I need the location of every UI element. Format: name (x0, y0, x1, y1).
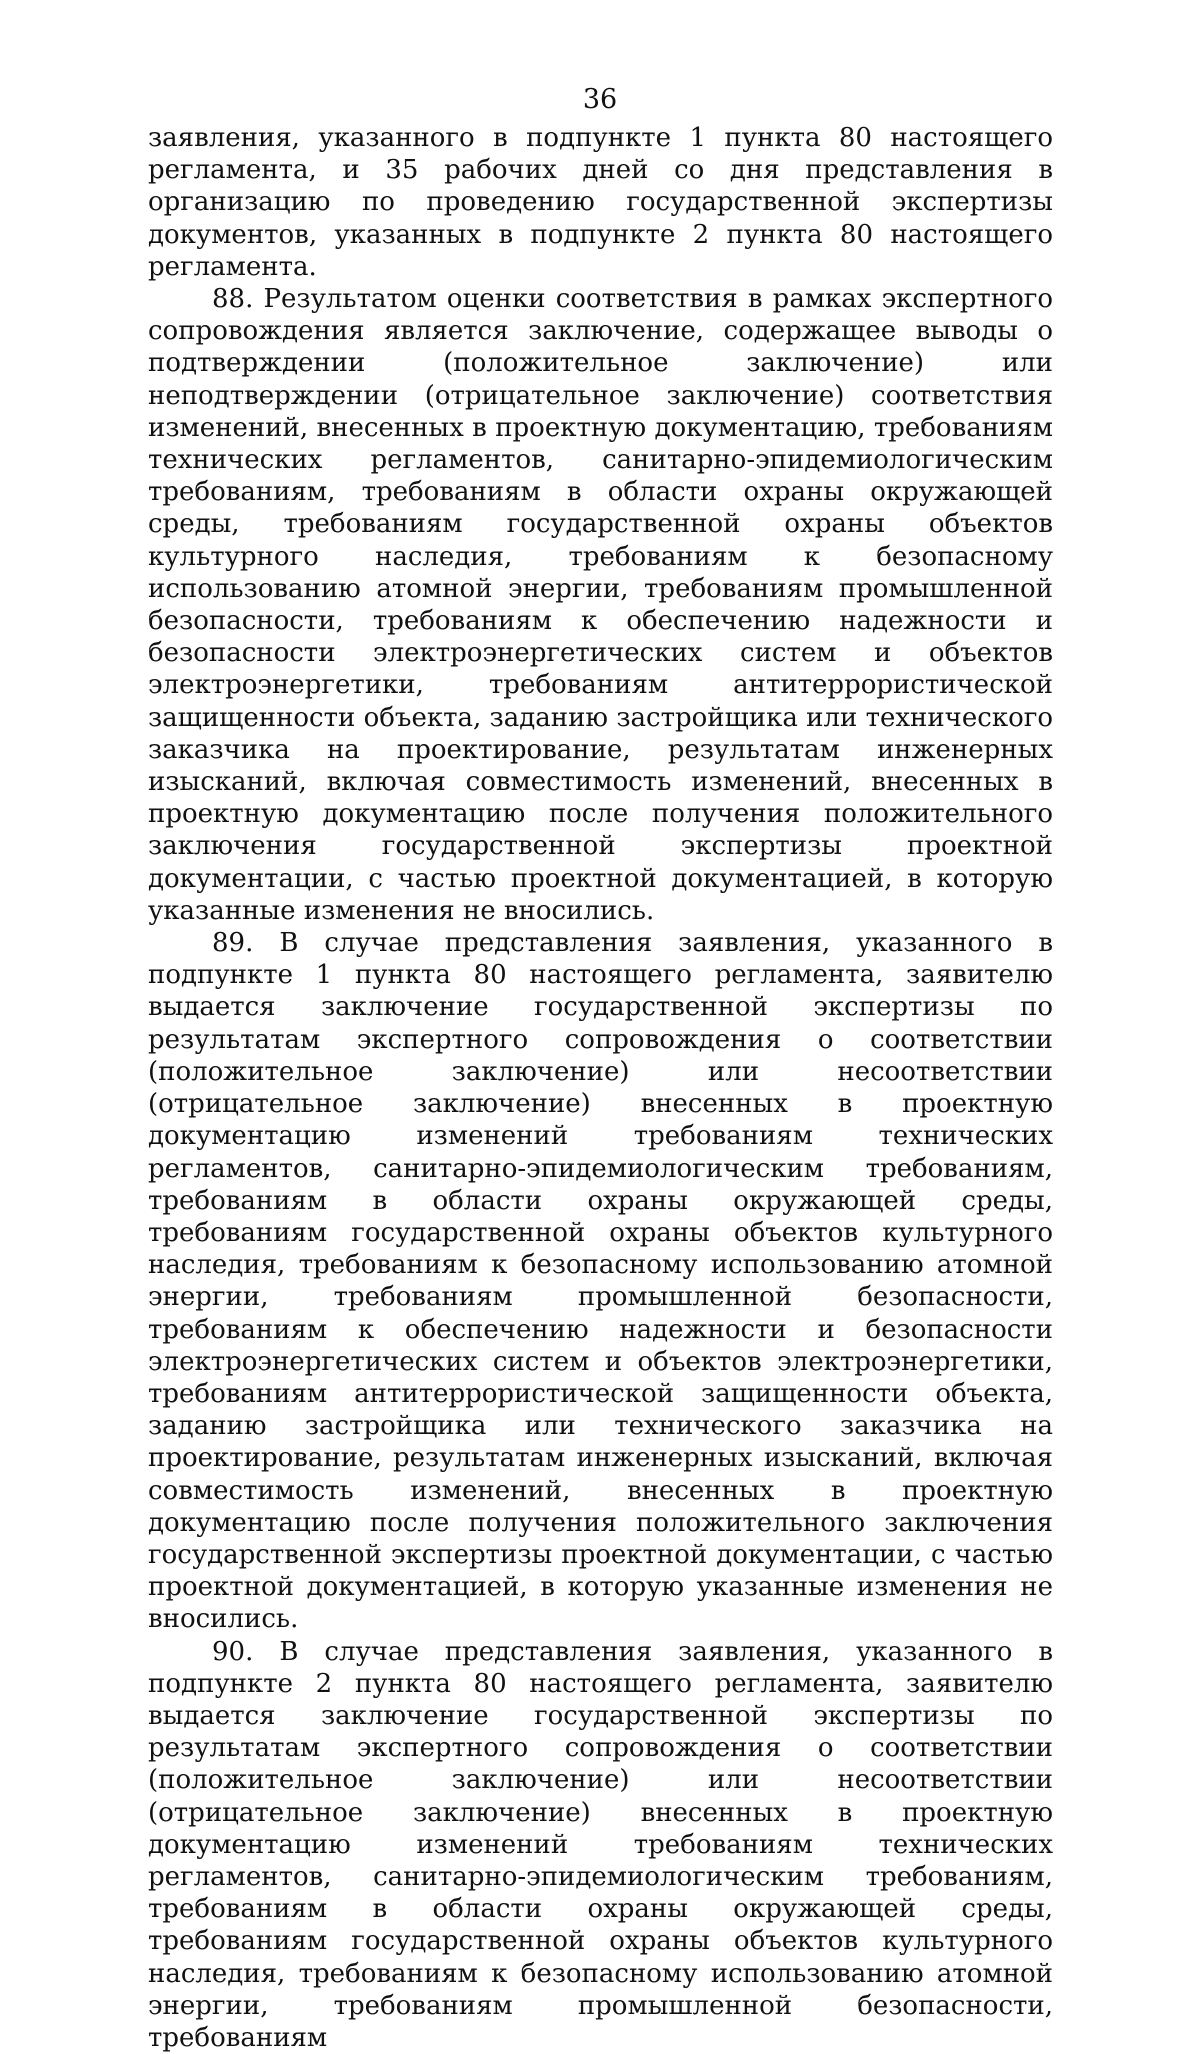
paragraph-text: заявления, указанного в подпункте 1 пункта 80 настоящего регламента, и 35 рабочих дней со дня представления в организацию по проведению государственной экспертизы документов, указанных в подпункте 2 пункта 80 настоящего регламента. (148, 123, 1053, 282)
paragraph-continuation (148, 122, 1053, 283)
paragraph-text: В случае представления заявления, указанного в подпункте 1 пункта 80 настоящего регламента, заявителю выдается заключение государственной экспертизы по результатам экспертного сопровождения о соответствии (положительное заключение) или несоответствии (отрицательное заключение) внесенных в проектную документацию изменений требованиям технических регламентов, санитарно-эпидемиологическим требованиям, требованиям в области охраны окружающей среды, требованиям государственной охраны объектов культурного наследия, требованиям к безопасному использованию атомной энергии, требованиям промышленной безопасности, требованиям к обеспечению надежности и безопасности электроэнергетических систем и объектов электроэнергетики, требованиям антитеррористической защищенности объекта, заданию застройщика или технического заказчика на проектирование, результатам инженерных изысканий, включая совместимость изменений, внесенных в проектную документацию после получения положительного заключения государственной экспертизы проектной документации, с частью проектной документацией, в которую указанные изменения не вносились. (148, 928, 1053, 1635)
paragraph-number: 88. (212, 284, 254, 315)
paragraph-text: В случае представления заявления, указанного в подпункте 2 пункта 80 настоящего регламента, заявителю выдается заключение государственной экспертизы по результатам экспертного сопровождения о соответствии (положительное заключение) или несоответствии (отрицательное заключение) внесенных в проектную документацию изменений требованиям технических регламентов, санитарно-эпидемиологическим требованиям, требованиям в области охраны окружающей среды, требованиям государственной охраны объектов культурного наследия, требованиям к безопасному использованию атомной энергии, требованиям промышленной безопасности, требованиям (148, 1636, 1053, 2053)
paragraph-text: Результатом оценки соответствия в рамках экспертного сопровождения является заключение, содержащее выводы о подтверждении (положительное заключение) или неподтверждении (отрицательное заключение) соответствия изменений, внесенных в проектную документацию, требованиям технических регламентов, санитарно-эпидемиологическим требованиям, требованиям в области охраны окружающей среды, требованиям государственной охраны объектов культурного наследия, требованиям к безопасному использованию атомной энергии, требованиям промышленной безопасности, требованиям к обеспечению надежности и безопасности электроэнергетических систем и объектов электроэнергетики, требованиям антитеррористической защищенности объекта, заданию застройщика или технического заказчика на проектирование, результатам инженерных изысканий, включая совместимость изменений, внесенных в проектную документацию после получения положительного заключения государственной экспертизы проектной документации, с частью проектной документацией, в которую указанные изменения не вносились. (148, 284, 1053, 926)
paragraph-number: 90. (212, 1636, 254, 1667)
paragraph-88 (148, 283, 1053, 927)
document-body (148, 122, 1053, 2054)
page-number: 36 (582, 84, 618, 115)
paragraph-number: 89. (212, 928, 254, 959)
paragraph-89 (148, 927, 1053, 1635)
paragraph-90 (148, 1636, 1053, 2054)
